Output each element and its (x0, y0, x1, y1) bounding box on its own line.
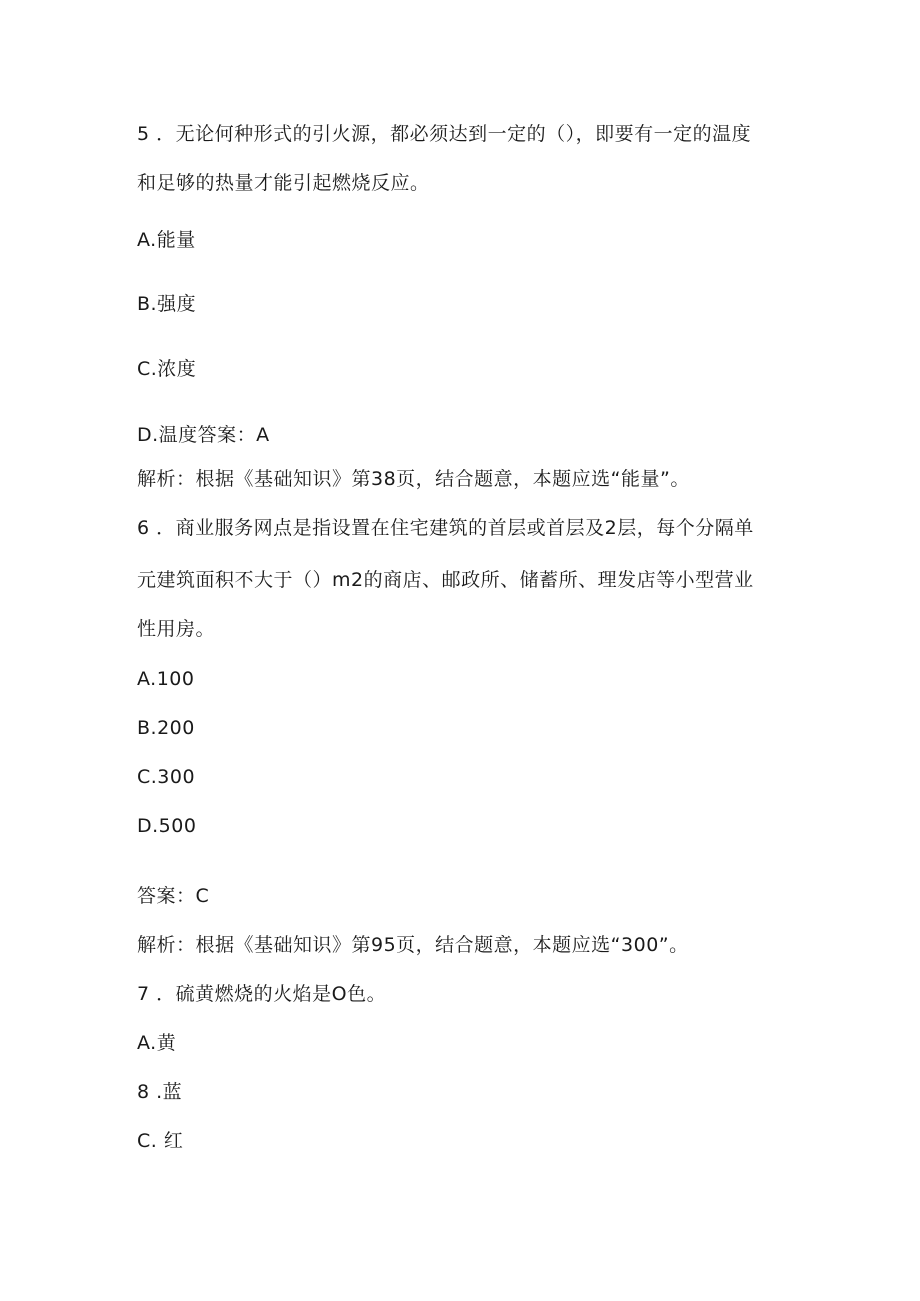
q5-stem-line1: 5 ．无论何种形式的引火源，都必须达到一定的（），即要有一定的温度 (137, 123, 752, 145)
q5-option-a: A.能量 (137, 229, 196, 251)
q7-option-c: C. 红 (137, 1130, 184, 1152)
q6-stem-line3: 性用房。 (137, 618, 216, 640)
q6-option-d: D.500 (137, 815, 197, 837)
q6-option-b: B.200 (137, 717, 195, 739)
q7-option-b: 8 .蓝 (137, 1081, 183, 1103)
q5-analysis: 解析：根据《基础知识》第38页，结合题意，本题应选“能量”。 (137, 468, 690, 490)
q7-stem: 7 ．硫黄燃烧的火焰是O色。 (137, 983, 387, 1005)
q7-option-a: A.黄 (137, 1032, 177, 1054)
q6-stem-line1: 6 ．商业服务网点是指设置在住宅建筑的首层或首层及2层，每个分隔单 (137, 517, 754, 539)
q6-option-a: A.100 (137, 668, 195, 690)
q6-option-c: C.300 (137, 766, 196, 788)
q6-analysis: 解析：根据《基础知识》第95页，结合题意，本题应选“300”。 (137, 934, 689, 956)
q5-option-d-answer: D.温度答案：A (137, 424, 270, 446)
q5-stem-line2: 和足够的热量才能引起燃烧反应。 (137, 172, 430, 194)
q5-option-b: B.强度 (137, 293, 197, 315)
q6-stem-line2: 元建筑面积不大于（）m2的商店、邮政所、储蓄所、理发店等小型营业 (137, 569, 754, 591)
q5-option-c: C.浓度 (137, 358, 197, 380)
q6-answer: 答案：C (137, 885, 210, 907)
